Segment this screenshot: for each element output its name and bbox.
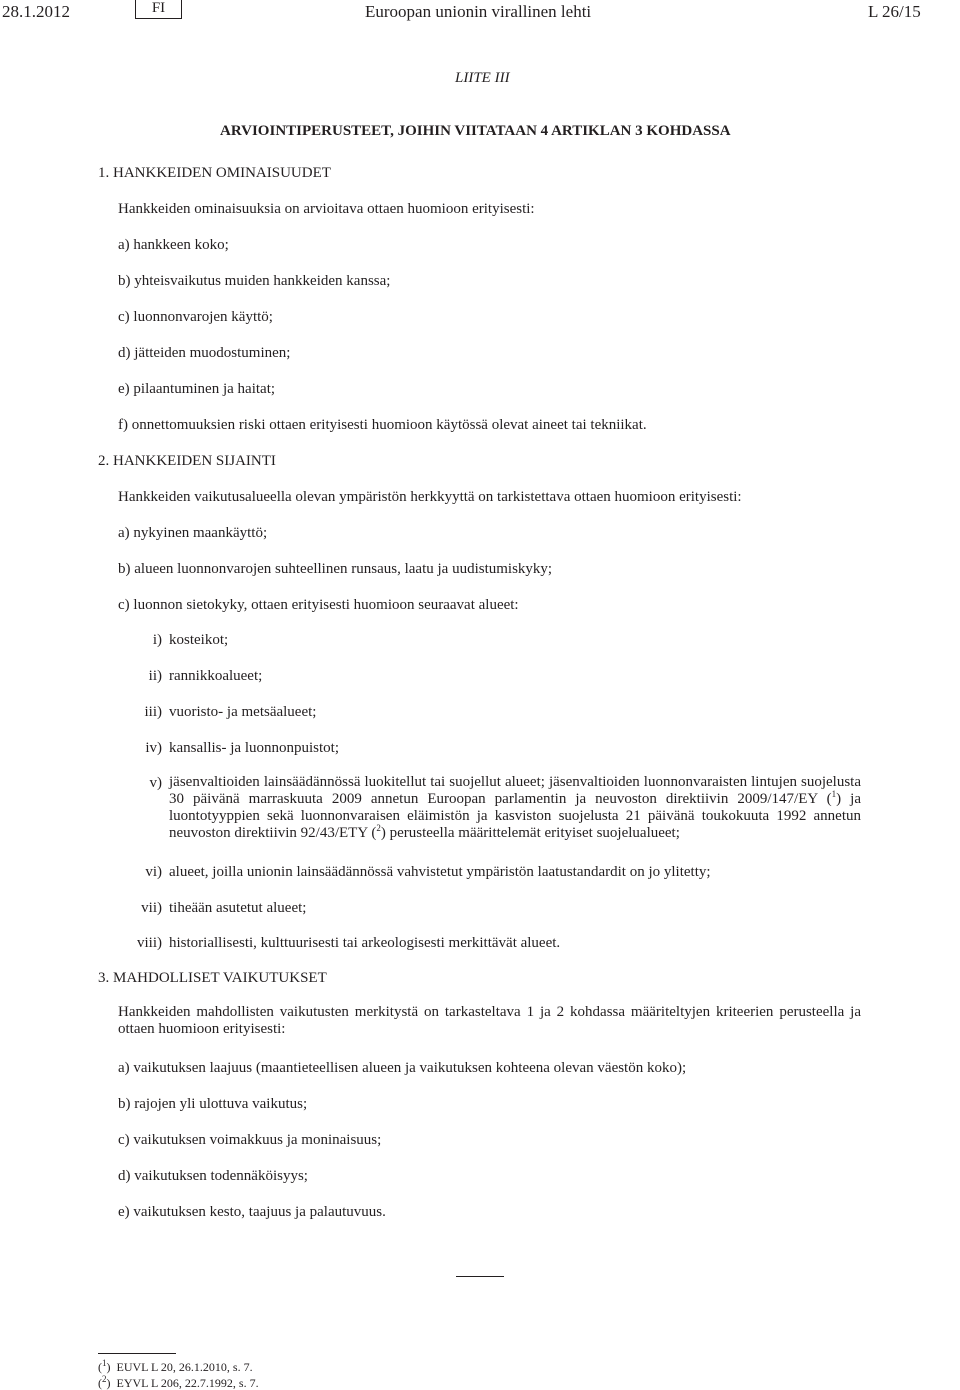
subitem-text: tiheään asutetut alueet; bbox=[169, 900, 307, 916]
section-2-item: a) nykyinen maankäyttö; bbox=[118, 525, 268, 541]
annex-title: ARVIOINTIPERUSTEET, JOIHIN VIITATAAN 4 ARTIKLAN 3 KOHDASSA bbox=[220, 123, 731, 139]
section-1-item: f) onnettomuuksien riski ottaen erityisesti huomioon käytössä olevat aineet tai tekniikat. bbox=[118, 417, 647, 433]
subitem-number: i) bbox=[152, 632, 162, 648]
section-1-item: b) yhteisvaikutus muiden hankkeiden kanssa; bbox=[118, 273, 391, 289]
subitem-number: ii) bbox=[148, 668, 162, 684]
footnote-mark: 2 bbox=[102, 1374, 107, 1384]
footnote-separator bbox=[98, 1353, 176, 1354]
footnote-ref[interactable]: 2 bbox=[376, 823, 381, 833]
footnote-1: ($^1$) EUVL L 20, 26.1.2010, s. 7. bbox=[98, 1358, 253, 1374]
section-1-item: e) pilaantuminen ja haitat; bbox=[118, 381, 276, 397]
subitem-text: rannikkoalueet; bbox=[169, 668, 263, 684]
section-1-intro: Hankkeiden ominaisuuksia on arvioitava ottaen huomioon erityisesti: bbox=[118, 201, 535, 217]
footnote-mark: 1 bbox=[102, 1358, 107, 1368]
section-1-heading: 1. HANKKEIDEN OMINAISUUDET bbox=[98, 165, 331, 181]
subitem-number: iii) bbox=[144, 704, 162, 720]
section-1-item: c) luonnonvarojen käyttö; bbox=[118, 309, 273, 325]
subitem-text-protected-areas: jäsenvaltioiden lainsäädännössä luokitellut tai suojellut alueet; jäsenvaltioiden luonnonvaraisten lintujen suojelusta 30 päivänä marraskuuta 2009 annetun Euroopan parlamentin ja neuvoston direktiivin 2009/147/EY ($^1$) ja luontotyyppien sekä luonnonvaraisen eläimistön ja kasviston suojelusta 21 päivänä toukokuuta 1992 annetun neuvoston direktiivin 92/43/ETY ($^2$) perusteella määrittelemät erityiset suojelualueet; bbox=[169, 774, 861, 841]
journal-title: Euroopan unionin virallinen lehti bbox=[365, 2, 592, 21]
section-3-item: b) rajojen yli ulottuva vaikutus; bbox=[118, 1096, 308, 1112]
subitem-text: vuoristo- ja metsäalueet; bbox=[169, 704, 317, 720]
subitem-number: viii) bbox=[137, 935, 162, 951]
section-3-item: a) vaikutuksen laajuus (maantieteellisen alueen ja vaikutuksen kohteena olevan väestön koko); bbox=[118, 1060, 687, 1076]
footnote-text: EUVL L 20, 26.1.2010, s. 7. bbox=[116, 1360, 253, 1374]
language-badge: FI bbox=[135, 0, 182, 19]
page-reference: L 26/15 bbox=[868, 2, 921, 21]
section-2-item: c) luonnon sietokyky, ottaen erityisesti huomioon seuraavat alueet: bbox=[118, 597, 519, 613]
section-3-item: d) vaikutuksen todennäköisyys; bbox=[118, 1168, 308, 1184]
section-3-heading: 3. MAHDOLLISET VAIKUTUKSET bbox=[98, 970, 327, 986]
subitem-number: iv) bbox=[145, 740, 162, 756]
subitem-text: historiallisesti, kulttuurisesti tai arkeologisesti merkittävät alueet. bbox=[169, 935, 561, 951]
footnote-ref[interactable]: 1 bbox=[831, 789, 837, 799]
footnote-2: ($^2$) EYVL L 206, 22.7.1992, s. 7. bbox=[98, 1374, 259, 1390]
subitem-number: vi) bbox=[145, 864, 162, 880]
section-2-item: b) alueen luonnonvarojen suhteellinen runsaus, laatu ja uudistumiskyky; bbox=[118, 561, 553, 577]
section-2-heading: 2. HANKKEIDEN SIJAINTI bbox=[98, 453, 276, 469]
subitem-text: kansallis- ja luonnonpuistot; bbox=[169, 740, 339, 756]
end-rule bbox=[456, 1276, 504, 1277]
subitem-text: kosteikot; bbox=[169, 632, 229, 648]
annex-label: LIITE III bbox=[455, 70, 510, 86]
header-date: 28.1.2012 bbox=[2, 2, 70, 21]
section-1-item: d) jätteiden muodostuminen; bbox=[118, 345, 291, 361]
section-1-item: a) hankkeen koko; bbox=[118, 237, 229, 253]
section-3-intro: Hankkeiden mahdollisten vaikutusten merkitystä on tarkasteltava 1 ja 2 kohdassa määriteltyjen kriteerien perusteella ja ottaen huomioon erityisesti: bbox=[118, 1004, 861, 1037]
section-3-item: c) vaikutuksen voimakkuus ja moninaisuus; bbox=[118, 1132, 382, 1148]
section-2-intro: Hankkeiden vaikutusalueella olevan ympäristön herkkyyttä on tarkistettava ottaen huomioon erityisesti: bbox=[118, 489, 742, 505]
subitem-number: v) bbox=[149, 775, 162, 791]
subitem-text: alueet, joilla unionin lainsäädännössä vahvistetut ympäristön laatustandardit on jo ylitetty; bbox=[169, 864, 711, 880]
subitem-number: vii) bbox=[141, 900, 162, 916]
section-3-item: e) vaikutuksen kesto, taajuus ja palautuvuus. bbox=[118, 1204, 386, 1220]
footnote-text: EYVL L 206, 22.7.1992, s. 7. bbox=[116, 1376, 259, 1390]
